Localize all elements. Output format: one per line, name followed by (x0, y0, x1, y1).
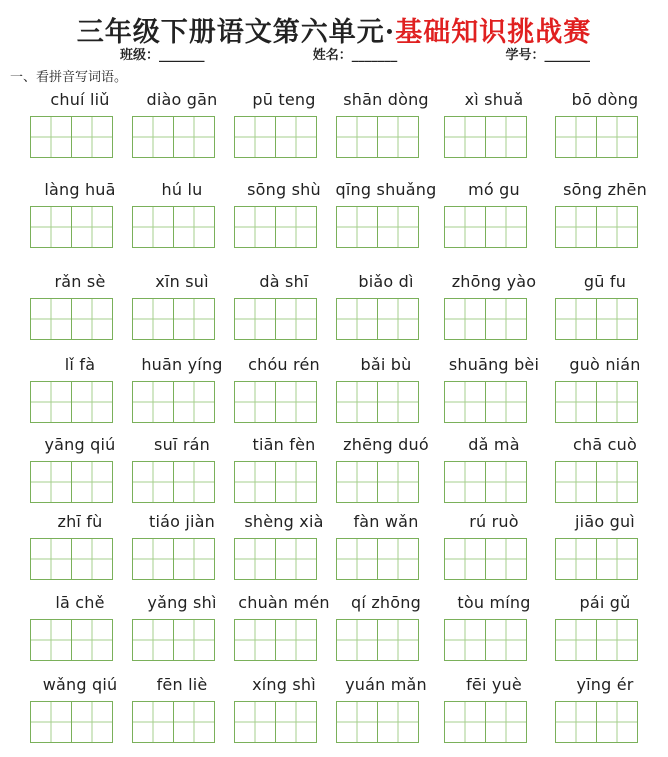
character-box[interactable] (234, 298, 276, 340)
writing-grid (30, 461, 113, 503)
writing-grid (234, 619, 317, 661)
pinyin-label: zhī fù (57, 512, 103, 531)
pinyin-label: fàn wǎn (353, 512, 419, 531)
writing-grid (444, 619, 527, 661)
exercise-row (0, 512, 668, 594)
character-box[interactable] (336, 116, 378, 158)
character-box[interactable] (275, 116, 317, 158)
writing-grid (234, 461, 317, 503)
character-box[interactable] (377, 298, 419, 340)
character-box[interactable] (132, 701, 174, 743)
exercise-row (0, 593, 668, 675)
character-box[interactable] (275, 619, 317, 661)
character-box[interactable] (336, 461, 378, 503)
character-box[interactable] (71, 538, 113, 580)
writing-grid (444, 461, 527, 503)
pinyin-label: shuāng bèi (448, 355, 540, 374)
pinyin-label: zhōng yào (451, 272, 537, 291)
pinyin-label: chuí liǔ (50, 90, 110, 109)
writing-grid (336, 116, 419, 158)
pinyin-label: rǎn sè (54, 272, 106, 291)
character-box[interactable] (234, 206, 276, 248)
character-box[interactable] (485, 461, 527, 503)
character-box[interactable] (336, 381, 378, 423)
writing-grid (444, 298, 527, 340)
character-box[interactable] (173, 298, 215, 340)
character-box[interactable] (444, 538, 486, 580)
character-box[interactable] (173, 206, 215, 248)
writing-grid (555, 461, 638, 503)
character-box[interactable] (485, 538, 527, 580)
character-box[interactable] (555, 701, 597, 743)
writing-grid (555, 701, 638, 743)
pinyin-label: guò nián (569, 355, 641, 374)
character-box[interactable] (377, 619, 419, 661)
writing-grid (132, 538, 215, 580)
exercise-row (0, 90, 668, 172)
pinyin-label: fēi yuè (466, 675, 522, 694)
character-box[interactable] (555, 381, 597, 423)
pinyin-label: yāng qiú (44, 435, 116, 454)
character-box[interactable] (132, 619, 174, 661)
writing-grid (336, 701, 419, 743)
character-box[interactable] (132, 206, 174, 248)
character-box[interactable] (234, 381, 276, 423)
character-box[interactable] (444, 206, 486, 248)
writing-grid (444, 701, 527, 743)
character-box[interactable] (485, 701, 527, 743)
pinyin-label: zhēng duó (343, 435, 429, 454)
pinyin-label: wǎng qiú (42, 675, 118, 694)
pinyin-label: lǐ fà (64, 355, 96, 374)
pinyin-label: tiān fèn (252, 435, 316, 454)
pinyin-label: pū teng (252, 90, 316, 109)
writing-grid (30, 298, 113, 340)
pinyin-label: chóu rén (248, 355, 320, 374)
character-box[interactable] (596, 206, 638, 248)
character-box[interactable] (173, 538, 215, 580)
character-box[interactable] (71, 461, 113, 503)
pinyin-label: qīng shuǎng (335, 180, 437, 199)
pinyin-label: xíng shì (252, 675, 316, 694)
character-box[interactable] (485, 298, 527, 340)
character-box[interactable] (173, 619, 215, 661)
writing-grid (336, 619, 419, 661)
character-box[interactable] (234, 701, 276, 743)
writing-grid (132, 381, 215, 423)
pinyin-label: yīng ér (576, 675, 634, 694)
character-box[interactable] (173, 116, 215, 158)
character-box[interactable] (377, 206, 419, 248)
character-box[interactable] (132, 381, 174, 423)
writing-grid (444, 116, 527, 158)
pinyin-label: rú ruò (469, 512, 519, 531)
character-box[interactable] (71, 381, 113, 423)
character-box[interactable] (444, 461, 486, 503)
character-box[interactable] (485, 206, 527, 248)
pinyin-label: yuán mǎn (345, 675, 427, 694)
writing-grid (555, 206, 638, 248)
character-box[interactable] (132, 116, 174, 158)
pinyin-label: suī rán (154, 435, 210, 454)
character-box[interactable] (596, 116, 638, 158)
pinyin-label: jiāo guì (575, 512, 635, 531)
character-box[interactable] (555, 116, 597, 158)
character-box[interactable] (234, 619, 276, 661)
character-box[interactable] (173, 701, 215, 743)
character-box[interactable] (485, 381, 527, 423)
character-box[interactable] (444, 381, 486, 423)
character-box[interactable] (30, 701, 72, 743)
writing-grid (234, 298, 317, 340)
writing-grid (444, 538, 527, 580)
character-box[interactable] (132, 538, 174, 580)
character-box[interactable] (30, 538, 72, 580)
character-box[interactable] (275, 381, 317, 423)
character-box[interactable] (444, 701, 486, 743)
pinyin-label: lā chě (55, 593, 105, 612)
writing-grid (132, 701, 215, 743)
character-box[interactable] (596, 701, 638, 743)
character-box[interactable] (132, 461, 174, 503)
character-box[interactable] (71, 619, 113, 661)
writing-grid (555, 538, 638, 580)
character-box[interactable] (71, 701, 113, 743)
character-box[interactable] (485, 116, 527, 158)
writing-grid (444, 206, 527, 248)
exercise-row (0, 180, 668, 262)
character-box[interactable] (555, 619, 597, 661)
pinyin-label: shān dòng (343, 90, 429, 109)
pinyin-label: bǎi bù (360, 355, 412, 374)
character-box[interactable] (336, 206, 378, 248)
character-box[interactable] (132, 298, 174, 340)
character-box[interactable] (275, 701, 317, 743)
writing-grid (234, 381, 317, 423)
writing-grid (132, 298, 215, 340)
character-box[interactable] (71, 116, 113, 158)
pinyin-label: chā cuò (573, 435, 637, 454)
writing-grid (132, 206, 215, 248)
character-box[interactable] (30, 381, 72, 423)
character-box[interactable] (555, 298, 597, 340)
class-field: 班级：_______ (120, 48, 205, 63)
pinyin-label: tòu míng (457, 593, 531, 612)
character-box[interactable] (444, 619, 486, 661)
writing-grid (234, 116, 317, 158)
character-box[interactable] (30, 461, 72, 503)
pinyin-label: fēn liè (156, 675, 208, 694)
character-box[interactable] (71, 206, 113, 248)
writing-grid (132, 116, 215, 158)
writing-grid (336, 461, 419, 503)
pinyin-label: xì shuǎ (464, 90, 524, 109)
character-box[interactable] (444, 298, 486, 340)
character-box[interactable] (234, 538, 276, 580)
writing-grid (30, 701, 113, 743)
writing-grid (336, 298, 419, 340)
pinyin-label: gū fu (583, 272, 627, 291)
pinyin-label: dǎ mà (468, 435, 520, 454)
character-box[interactable] (275, 206, 317, 248)
character-box[interactable] (555, 461, 597, 503)
character-box[interactable] (275, 538, 317, 580)
pinyin-label: biǎo dì (358, 272, 414, 291)
pinyin-label: bō dòng (571, 90, 639, 109)
writing-grid (30, 206, 113, 248)
writing-grid (132, 619, 215, 661)
pinyin-label: huān yíng (141, 355, 223, 374)
pinyin-label: hú lu (161, 180, 203, 199)
pinyin-label: xīn suì (155, 272, 209, 291)
character-box[interactable] (234, 461, 276, 503)
character-box[interactable] (596, 619, 638, 661)
writing-grid (30, 116, 113, 158)
writing-grid (555, 298, 638, 340)
character-box[interactable] (30, 206, 72, 248)
writing-grid (336, 381, 419, 423)
pinyin-label: sōng zhēn (563, 180, 647, 199)
writing-grid (555, 619, 638, 661)
writing-grid (30, 381, 113, 423)
character-box[interactable] (30, 298, 72, 340)
character-box[interactable] (30, 619, 72, 661)
pinyin-label: chuàn mén (238, 593, 330, 612)
character-box[interactable] (377, 116, 419, 158)
character-box[interactable] (596, 298, 638, 340)
character-box[interactable] (234, 116, 276, 158)
writing-grid (30, 538, 113, 580)
character-box[interactable] (377, 701, 419, 743)
character-box[interactable] (555, 538, 597, 580)
writing-grid (234, 206, 317, 248)
writing-grid (555, 381, 638, 423)
writing-grid (234, 701, 317, 743)
exercise-row (0, 435, 668, 517)
pinyin-label: yǎng shì (147, 593, 217, 612)
writing-grid (30, 619, 113, 661)
character-box[interactable] (173, 461, 215, 503)
title-main: 三年级下册语文第六单元· (76, 17, 396, 48)
writing-grid (132, 461, 215, 503)
character-box[interactable] (377, 381, 419, 423)
character-box[interactable] (336, 619, 378, 661)
name-field: 姓名：_______ (312, 48, 398, 63)
writing-grid (336, 206, 419, 248)
character-box[interactable] (377, 461, 419, 503)
pinyin-label: sōng shù (247, 180, 321, 199)
writing-grid (555, 116, 638, 158)
character-box[interactable] (596, 538, 638, 580)
pinyin-label: pái gǔ (579, 593, 631, 612)
pinyin-label: tiáo jiàn (148, 512, 216, 531)
title-accent: 基础知识挑战赛 (395, 17, 592, 48)
character-box[interactable] (485, 619, 527, 661)
writing-grid (234, 538, 317, 580)
character-box[interactable] (30, 116, 72, 158)
pinyin-label: mó gu (468, 180, 520, 199)
character-box[interactable] (444, 116, 486, 158)
exercise-row (0, 355, 668, 437)
pinyin-label: diào gān (146, 90, 218, 109)
character-box[interactable] (336, 538, 378, 580)
character-box[interactable] (275, 298, 317, 340)
writing-grid (336, 538, 419, 580)
exercise-row (0, 675, 668, 757)
section-title: 一、看拼音写词语。 (10, 70, 128, 85)
character-box[interactable] (596, 461, 638, 503)
pinyin-label: shèng xià (244, 512, 324, 531)
character-box[interactable] (71, 298, 113, 340)
id-field: 学号：_______ (505, 48, 590, 63)
character-box[interactable] (377, 538, 419, 580)
pinyin-label: làng huā (44, 180, 116, 199)
character-box[interactable] (275, 461, 317, 503)
writing-grid (444, 381, 527, 423)
exercise-row (0, 272, 668, 354)
pinyin-label: qí zhōng (351, 593, 421, 612)
pinyin-label: dà shī (259, 272, 309, 291)
character-box[interactable] (555, 206, 597, 248)
character-box[interactable] (173, 381, 215, 423)
character-box[interactable] (336, 701, 378, 743)
student-info (120, 44, 590, 63)
character-box[interactable] (336, 298, 378, 340)
character-box[interactable] (596, 381, 638, 423)
